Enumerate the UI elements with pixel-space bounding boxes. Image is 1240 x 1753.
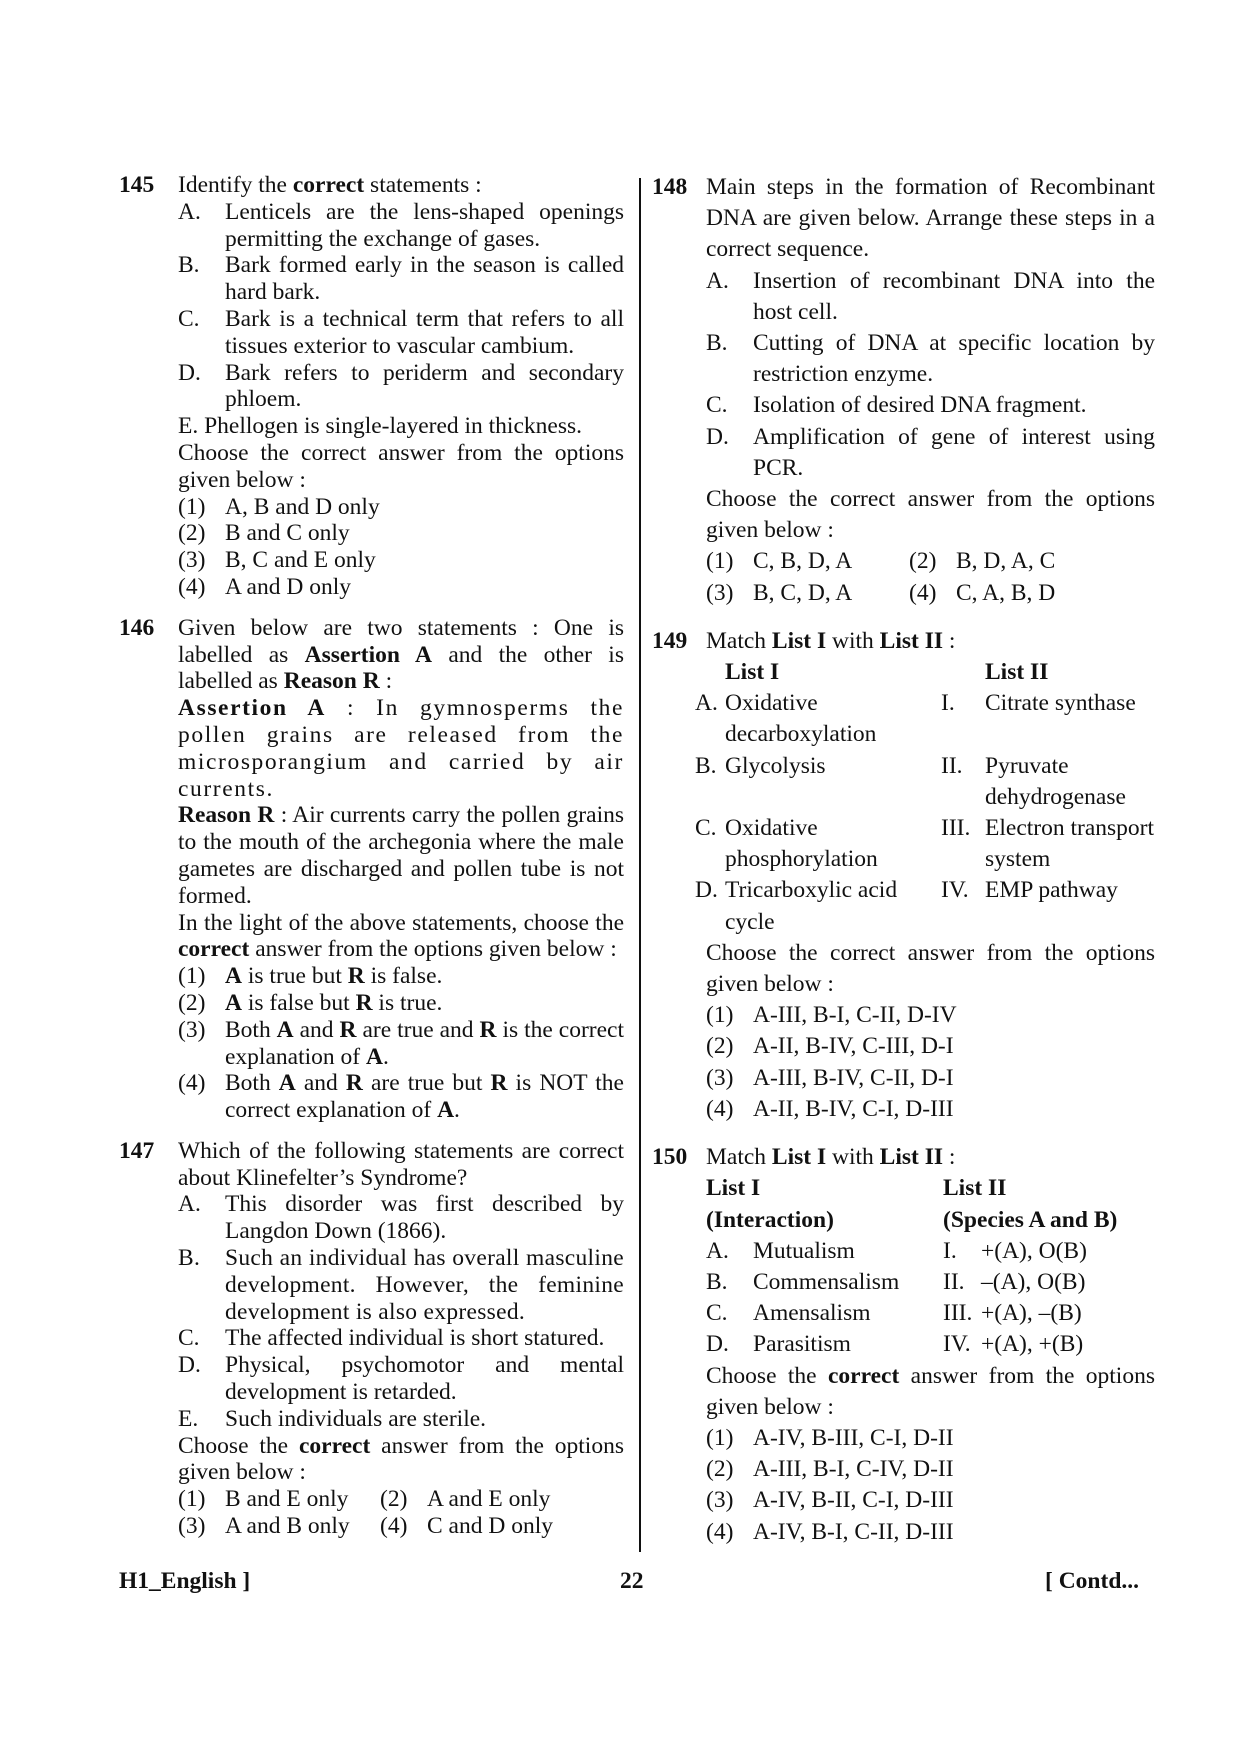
statement-item: E. Such individuals are sterile. bbox=[178, 1405, 487, 1432]
footer-paper-code: H1_English ] bbox=[119, 1568, 251, 1594]
statement-item: C. The affected individual is short statured. bbox=[178, 1325, 605, 1352]
question-stem: Match List I with List II : bbox=[706, 627, 956, 654]
answer-prompt: In the light of the above statements, choose the correct answer from the options given below : bbox=[178, 909, 624, 963]
statement-item: E. Phellogen is single-layered in thickness. bbox=[178, 413, 582, 440]
step-item: B. Cutting of DNA at specific location by restriction enzyme. bbox=[706, 330, 1155, 388]
answer-option[interactable]: (4) C and D only bbox=[380, 1513, 553, 1540]
answer-option[interactable]: (2) B, D, A, C bbox=[909, 548, 1056, 575]
statement-item: B. Such an individual has overall masculine development. However, the feminine development is also expressed. bbox=[178, 1245, 624, 1325]
step-item: D. Amplification of gene of interest using PCR. bbox=[706, 423, 1155, 481]
assertion-statement: Assertion A : In gymnosperms the pollen grains are released from the microsporangium and carried by air currents. bbox=[178, 695, 624, 802]
answer-option[interactable]: (3) B, C and E only bbox=[178, 547, 376, 574]
answer-prompt: Choose the correct answer from the options given below : bbox=[706, 1362, 1155, 1420]
match-table: List I List II A. Oxidative decarboxylation I. Citrate synthase B. Glycolysis II. Pyruvate dehydrogenase C. Oxidative phosphorylation III. Electron transport system D. Tricarboxylic acid cycle IV. EMP pathway bbox=[695, 657, 1155, 938]
question-150 bbox=[652, 1142, 1155, 1548]
list-header: List I bbox=[725, 659, 780, 686]
statement-item: B. Bark formed early in the season is called hard bark. bbox=[178, 252, 624, 306]
answer-option[interactable]: (1) A is true but R is false. bbox=[178, 963, 443, 990]
left-column bbox=[119, 172, 624, 1540]
statement-item: D. Physical, psychomotor and mental development is retarded. bbox=[178, 1352, 624, 1406]
right-column bbox=[652, 172, 1155, 1548]
answer-option[interactable]: (4) A and D only bbox=[178, 573, 351, 600]
question-number: 147 bbox=[119, 1137, 155, 1164]
list2-entry: EMP pathway bbox=[985, 877, 1118, 904]
question-number: 149 bbox=[652, 627, 688, 654]
question-number: 145 bbox=[119, 172, 155, 198]
answer-prompt: Choose the correct answer from the options given below : bbox=[178, 439, 624, 493]
answer-prompt: Choose the correct answer from the options given below : bbox=[706, 939, 1155, 998]
statement-item: C. Bark is a technical term that refers to all tissues exterior to vascular cambium. bbox=[178, 305, 624, 359]
list1-entry: Tricarboxylic acid cycle bbox=[725, 877, 898, 935]
question-147 bbox=[119, 1138, 624, 1540]
answer-option[interactable]: (4) A-IV, B-I, C-II, D-III bbox=[706, 1518, 954, 1545]
question-stem: Match List I with List II : bbox=[706, 1144, 956, 1171]
footer-continued: [ Contd... bbox=[1045, 1568, 1140, 1594]
reason-statement: Reason R : Air currents carry the pollen grains to the mouth of the archegonia where the male gametes are discharged and pollen tube is not formed. bbox=[178, 802, 624, 909]
list1-entry: Mutualism bbox=[753, 1237, 855, 1264]
answer-prompt: Choose the correct answer from the options given below : bbox=[178, 1432, 624, 1486]
column-divider bbox=[639, 178, 641, 1552]
answer-option[interactable]: (2) A and E only bbox=[380, 1486, 551, 1513]
list2-entry: Electron transport system bbox=[985, 815, 1155, 873]
question-145 bbox=[119, 172, 624, 601]
answer-option[interactable]: (1) B and E only bbox=[178, 1486, 349, 1513]
answer-option[interactable]: (3) A and B only bbox=[178, 1513, 350, 1540]
statement-item: A. This disorder was first described by Langdon Down (1866). bbox=[178, 1191, 624, 1245]
list2-entry: Pyruvate dehydrogenase bbox=[985, 752, 1126, 810]
answer-option[interactable]: (3) B, C, D, A bbox=[706, 579, 853, 606]
question-stem: Given below are two statements : One is labelled as Assertion A and the other is labelled as Reason R : bbox=[178, 614, 624, 695]
answer-option[interactable]: (1) A-IV, B-III, C-I, D-II bbox=[706, 1424, 954, 1451]
answer-option[interactable]: (2) A-II, B-IV, C-III, D-I bbox=[706, 1033, 954, 1060]
statement-item: A. Lenticels are the lens-shaped openings permitting the exchange of gases. bbox=[178, 198, 624, 252]
list-subheader: (Species A and B) bbox=[943, 1206, 1118, 1233]
list-header: List II bbox=[985, 659, 1049, 686]
question-stem: Main steps in the formation of Recombinant DNA are given below. Arrange these steps in a correct sequence. bbox=[706, 174, 1155, 263]
answer-prompt: Choose the correct answer from the options given below : bbox=[706, 486, 1155, 544]
footer-page-number: 22 bbox=[620, 1568, 644, 1594]
answer-option[interactable]: (2) A is false but R is true. bbox=[178, 989, 443, 1016]
list2-entry: –(A), O(B) bbox=[981, 1268, 1086, 1295]
answer-option[interactable]: (2) B and C only bbox=[178, 520, 350, 547]
list1-entry: Glycolysis bbox=[725, 752, 826, 779]
list-header: List II bbox=[943, 1175, 1007, 1202]
answer-option[interactable]: (4) Both A and R are true but R is NOT the correct explanation of A. bbox=[178, 1070, 624, 1124]
answer-option[interactable]: (1) A-III, B-I, C-II, D-IV bbox=[706, 1002, 957, 1029]
list-subheader: (Interaction) bbox=[706, 1206, 834, 1233]
list-header: List I bbox=[706, 1175, 761, 1202]
list1-entry: Amensalism bbox=[753, 1300, 871, 1327]
question-number: 150 bbox=[652, 1144, 688, 1171]
list1-entry: Parasitism bbox=[753, 1331, 851, 1358]
answer-option[interactable]: (3) A-III, B-IV, C-II, D-I bbox=[706, 1064, 954, 1091]
question-149 bbox=[652, 626, 1155, 1125]
list2-entry: Citrate synthase bbox=[985, 690, 1136, 717]
question-148 bbox=[652, 172, 1155, 609]
match-table: List I List II (Interaction) (Species A and B) A. Mutualism I. +(A), O(B) B. Commensalism II. –(A), O(B) C. Amensalism III. +(A), –(B) D. Parasitism IV. +(A), +(B) bbox=[706, 1173, 1155, 1360]
answer-option[interactable]: (2) A-III, B-I, C-IV, D-II bbox=[706, 1456, 954, 1483]
step-item: C. Isolation of desired DNA fragment. bbox=[706, 392, 1087, 419]
question-number: 146 bbox=[119, 614, 155, 641]
list1-entry: Oxidative decarboxylation bbox=[725, 690, 877, 748]
answer-option[interactable]: (3) Both A and R are true and R is the correct explanation of A. bbox=[178, 1016, 624, 1070]
answer-option[interactable]: (4) A-II, B-IV, C-I, D-III bbox=[706, 1095, 954, 1122]
answer-option[interactable]: (3) A-IV, B-II, C-I, D-III bbox=[706, 1487, 954, 1514]
list2-entry: +(A), –(B) bbox=[981, 1300, 1082, 1327]
answer-option[interactable]: (1) A, B and D only bbox=[178, 493, 380, 520]
answer-option[interactable]: (1) C, B, D, A bbox=[706, 548, 853, 575]
list2-entry: +(A), O(B) bbox=[981, 1237, 1087, 1264]
list1-entry: Oxidative phosphorylation bbox=[725, 815, 878, 873]
question-146 bbox=[119, 615, 624, 1124]
list2-entry: +(A), +(B) bbox=[981, 1331, 1084, 1358]
question-stem: Identify the correct statements : bbox=[178, 172, 482, 198]
question-stem: Which of the following statements are correct about Klinefelter’s Syndrome? bbox=[178, 1137, 624, 1191]
answer-option[interactable]: (4) C, A, B, D bbox=[909, 579, 1056, 606]
statement-item: D. Bark refers to periderm and secondary phloem. bbox=[178, 359, 624, 413]
list1-entry: Commensalism bbox=[753, 1268, 900, 1295]
question-number: 148 bbox=[652, 174, 688, 200]
step-item: A. Insertion of recombinant DNA into the host cell. bbox=[706, 267, 1155, 325]
